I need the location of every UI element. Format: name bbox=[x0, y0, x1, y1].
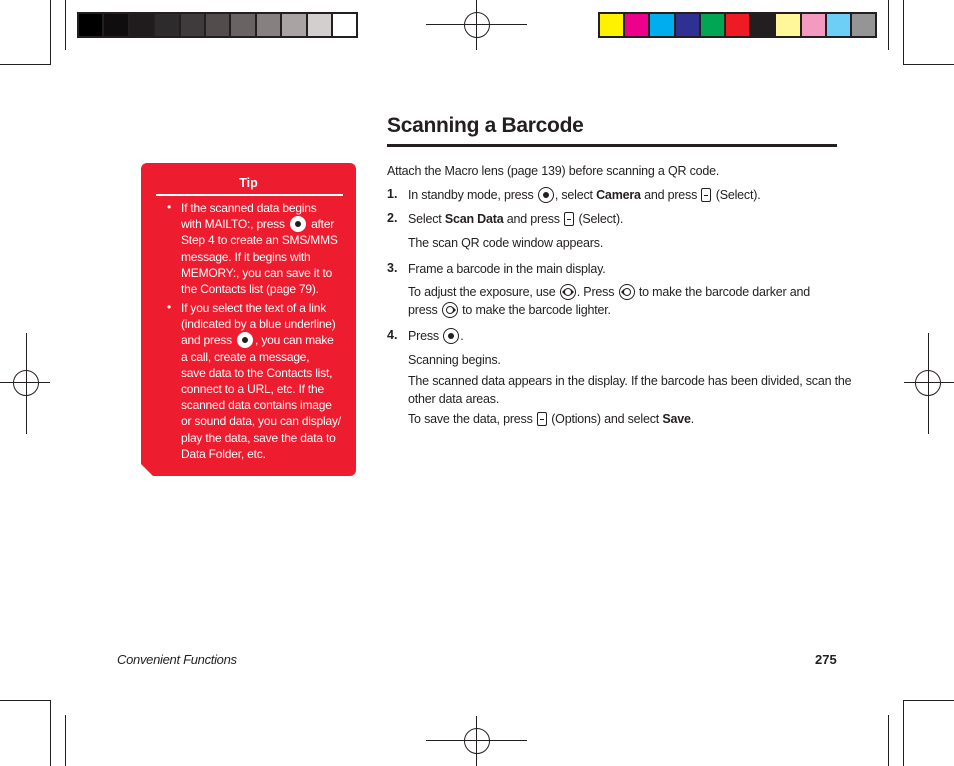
tip-bullet-1: • bbox=[167, 200, 172, 214]
process-swatch bbox=[775, 13, 800, 37]
tip-item-2-line: (indicated by a blue underline) bbox=[181, 317, 336, 332]
right-key-icon bbox=[442, 302, 458, 318]
tip-title: Tip bbox=[239, 176, 258, 190]
step-1-text bbox=[408, 187, 760, 203]
process-swatch bbox=[826, 13, 851, 37]
tip-item-2-line-part: , you can make bbox=[255, 333, 334, 348]
step-2-result: The scan QR code window appears. bbox=[408, 236, 604, 250]
tip-item-1-line: Step 4 to create an SMS/MMS bbox=[181, 233, 338, 248]
process-swatch bbox=[725, 13, 750, 37]
step-4-save-a: To save the data, press bbox=[408, 412, 533, 426]
process-swatch bbox=[851, 13, 876, 37]
grayscale-swatch bbox=[230, 13, 255, 37]
tip-item-1-line bbox=[181, 216, 341, 232]
tip-item-2-line: a call, create a message, bbox=[181, 349, 310, 364]
step-4-result-3: other data areas. bbox=[408, 392, 500, 406]
tip-box bbox=[141, 163, 356, 476]
tip-item-2-line: scanned data contains image bbox=[181, 398, 332, 413]
process-swatch bbox=[675, 13, 700, 37]
step-4-number: 4. bbox=[387, 328, 398, 342]
process-swatch bbox=[599, 13, 624, 37]
tip-item-2-line: save data to the Contacts list, bbox=[181, 365, 333, 380]
tip-item-1-line: If the scanned data begins bbox=[181, 201, 317, 215]
tip-item-1-line-part: after bbox=[311, 217, 335, 232]
step-3-sub-line2 bbox=[408, 302, 611, 318]
center-key-icon bbox=[290, 216, 306, 232]
process-swatch bbox=[624, 13, 649, 37]
tip-item-2-line: Data Folder, etc. bbox=[181, 446, 266, 461]
soft-key-icon bbox=[701, 188, 711, 202]
step-4-save-bold: Save bbox=[662, 412, 691, 426]
step-4-result-1: Scanning begins. bbox=[408, 353, 501, 367]
step-1-text-d: (Select). bbox=[715, 188, 761, 202]
title-rule bbox=[387, 144, 837, 147]
grayscale-swatch bbox=[180, 13, 205, 37]
tip-item-1-line: message. If it begins with bbox=[181, 249, 311, 264]
step-2-text-b: and press bbox=[506, 212, 560, 226]
step-4-text-b: . bbox=[460, 329, 464, 343]
center-key-icon bbox=[443, 328, 459, 344]
intro-text: Attach the Macro lens (page 139) before scanning a QR code. bbox=[387, 164, 720, 178]
left-right-key-icon bbox=[560, 284, 576, 300]
process-swatch bbox=[801, 13, 826, 37]
step-2-text bbox=[408, 211, 623, 227]
step-4-text-a: Press bbox=[408, 329, 439, 343]
page-title: Scanning a Barcode bbox=[387, 114, 584, 137]
grayscale-swatch bbox=[307, 13, 332, 37]
step-4-result-2: The scanned data appears in the display. If the barcode has been divided, scan the bbox=[408, 374, 852, 388]
step-4-save-c: . bbox=[690, 412, 695, 426]
process-swatch bbox=[649, 13, 674, 37]
grayscale-swatch bbox=[332, 13, 357, 37]
step-3-sub-b: . Press bbox=[576, 285, 615, 299]
grayscale-swatch bbox=[103, 13, 128, 37]
tip-box-corner-notch bbox=[141, 464, 153, 476]
tip-item-2-line: If you select the text of a link bbox=[181, 301, 327, 315]
tip-item-2 bbox=[181, 300, 341, 462]
footer-section-name: Convenient Functions bbox=[117, 652, 237, 667]
step-3-sub-d: press bbox=[408, 303, 438, 317]
step-4-text bbox=[408, 328, 464, 344]
tip-item-2-line: or sound data, you can display/ bbox=[181, 414, 341, 429]
grayscale-swatch bbox=[205, 13, 230, 37]
step-2-text-c: (Select). bbox=[578, 212, 624, 226]
step-1-number: 1. bbox=[387, 187, 398, 201]
process-swatch bbox=[700, 13, 725, 37]
grayscale-swatch bbox=[154, 13, 179, 37]
center-key-icon bbox=[538, 187, 554, 203]
step-1-text-c: and press bbox=[644, 188, 698, 202]
tip-item-1-line: MEMORY:, you can save it to bbox=[181, 265, 333, 280]
soft-key-icon bbox=[537, 412, 547, 426]
page-number: 275 bbox=[815, 652, 837, 667]
tip-bullet-2: • bbox=[167, 300, 172, 314]
tip-item-2-line bbox=[181, 332, 341, 348]
step-4-save bbox=[408, 411, 694, 427]
tip-item-1-line-part: with MAILTO:, press bbox=[181, 217, 285, 232]
tip-rule bbox=[156, 194, 343, 196]
tip-item-1 bbox=[181, 200, 341, 297]
grayscale-swatch bbox=[129, 13, 154, 37]
step-1-bold: Camera bbox=[596, 188, 641, 202]
step-2-number: 2. bbox=[387, 211, 398, 225]
step-4-save-b: (Options) and select bbox=[551, 412, 660, 426]
tip-item-1-line: the Contacts list (page 79). bbox=[181, 282, 319, 297]
step-3-sub-e: to make the barcode lighter. bbox=[462, 303, 611, 317]
step-3-text: Frame a barcode in the main display. bbox=[408, 262, 606, 276]
tip-item-2-line-part: and press bbox=[181, 333, 232, 348]
tip-item-2-line: connect to a URL, etc. If the bbox=[181, 382, 324, 397]
step-3-sub-c: to make the barcode darker and bbox=[638, 285, 811, 299]
step-1-text-b: , select bbox=[554, 188, 593, 202]
center-key-icon bbox=[237, 332, 253, 348]
grayscale-swatch bbox=[281, 13, 306, 37]
step-1-text-a: In standby mode, press bbox=[408, 188, 534, 202]
grayscale-swatch bbox=[78, 13, 103, 37]
step-3-sub-a: To adjust the exposure, use bbox=[408, 285, 556, 299]
step-3-number: 3. bbox=[387, 261, 398, 275]
process-swatch bbox=[750, 13, 775, 37]
soft-key-icon bbox=[564, 212, 574, 226]
left-key-icon bbox=[619, 284, 635, 300]
step-3-sub-line1 bbox=[408, 284, 810, 300]
step-2-bold: Scan Data bbox=[444, 212, 504, 226]
grayscale-swatch bbox=[256, 13, 281, 37]
tip-item-2-line: play the data, save the data to bbox=[181, 430, 336, 445]
step-2-text-a: Select bbox=[408, 212, 442, 226]
